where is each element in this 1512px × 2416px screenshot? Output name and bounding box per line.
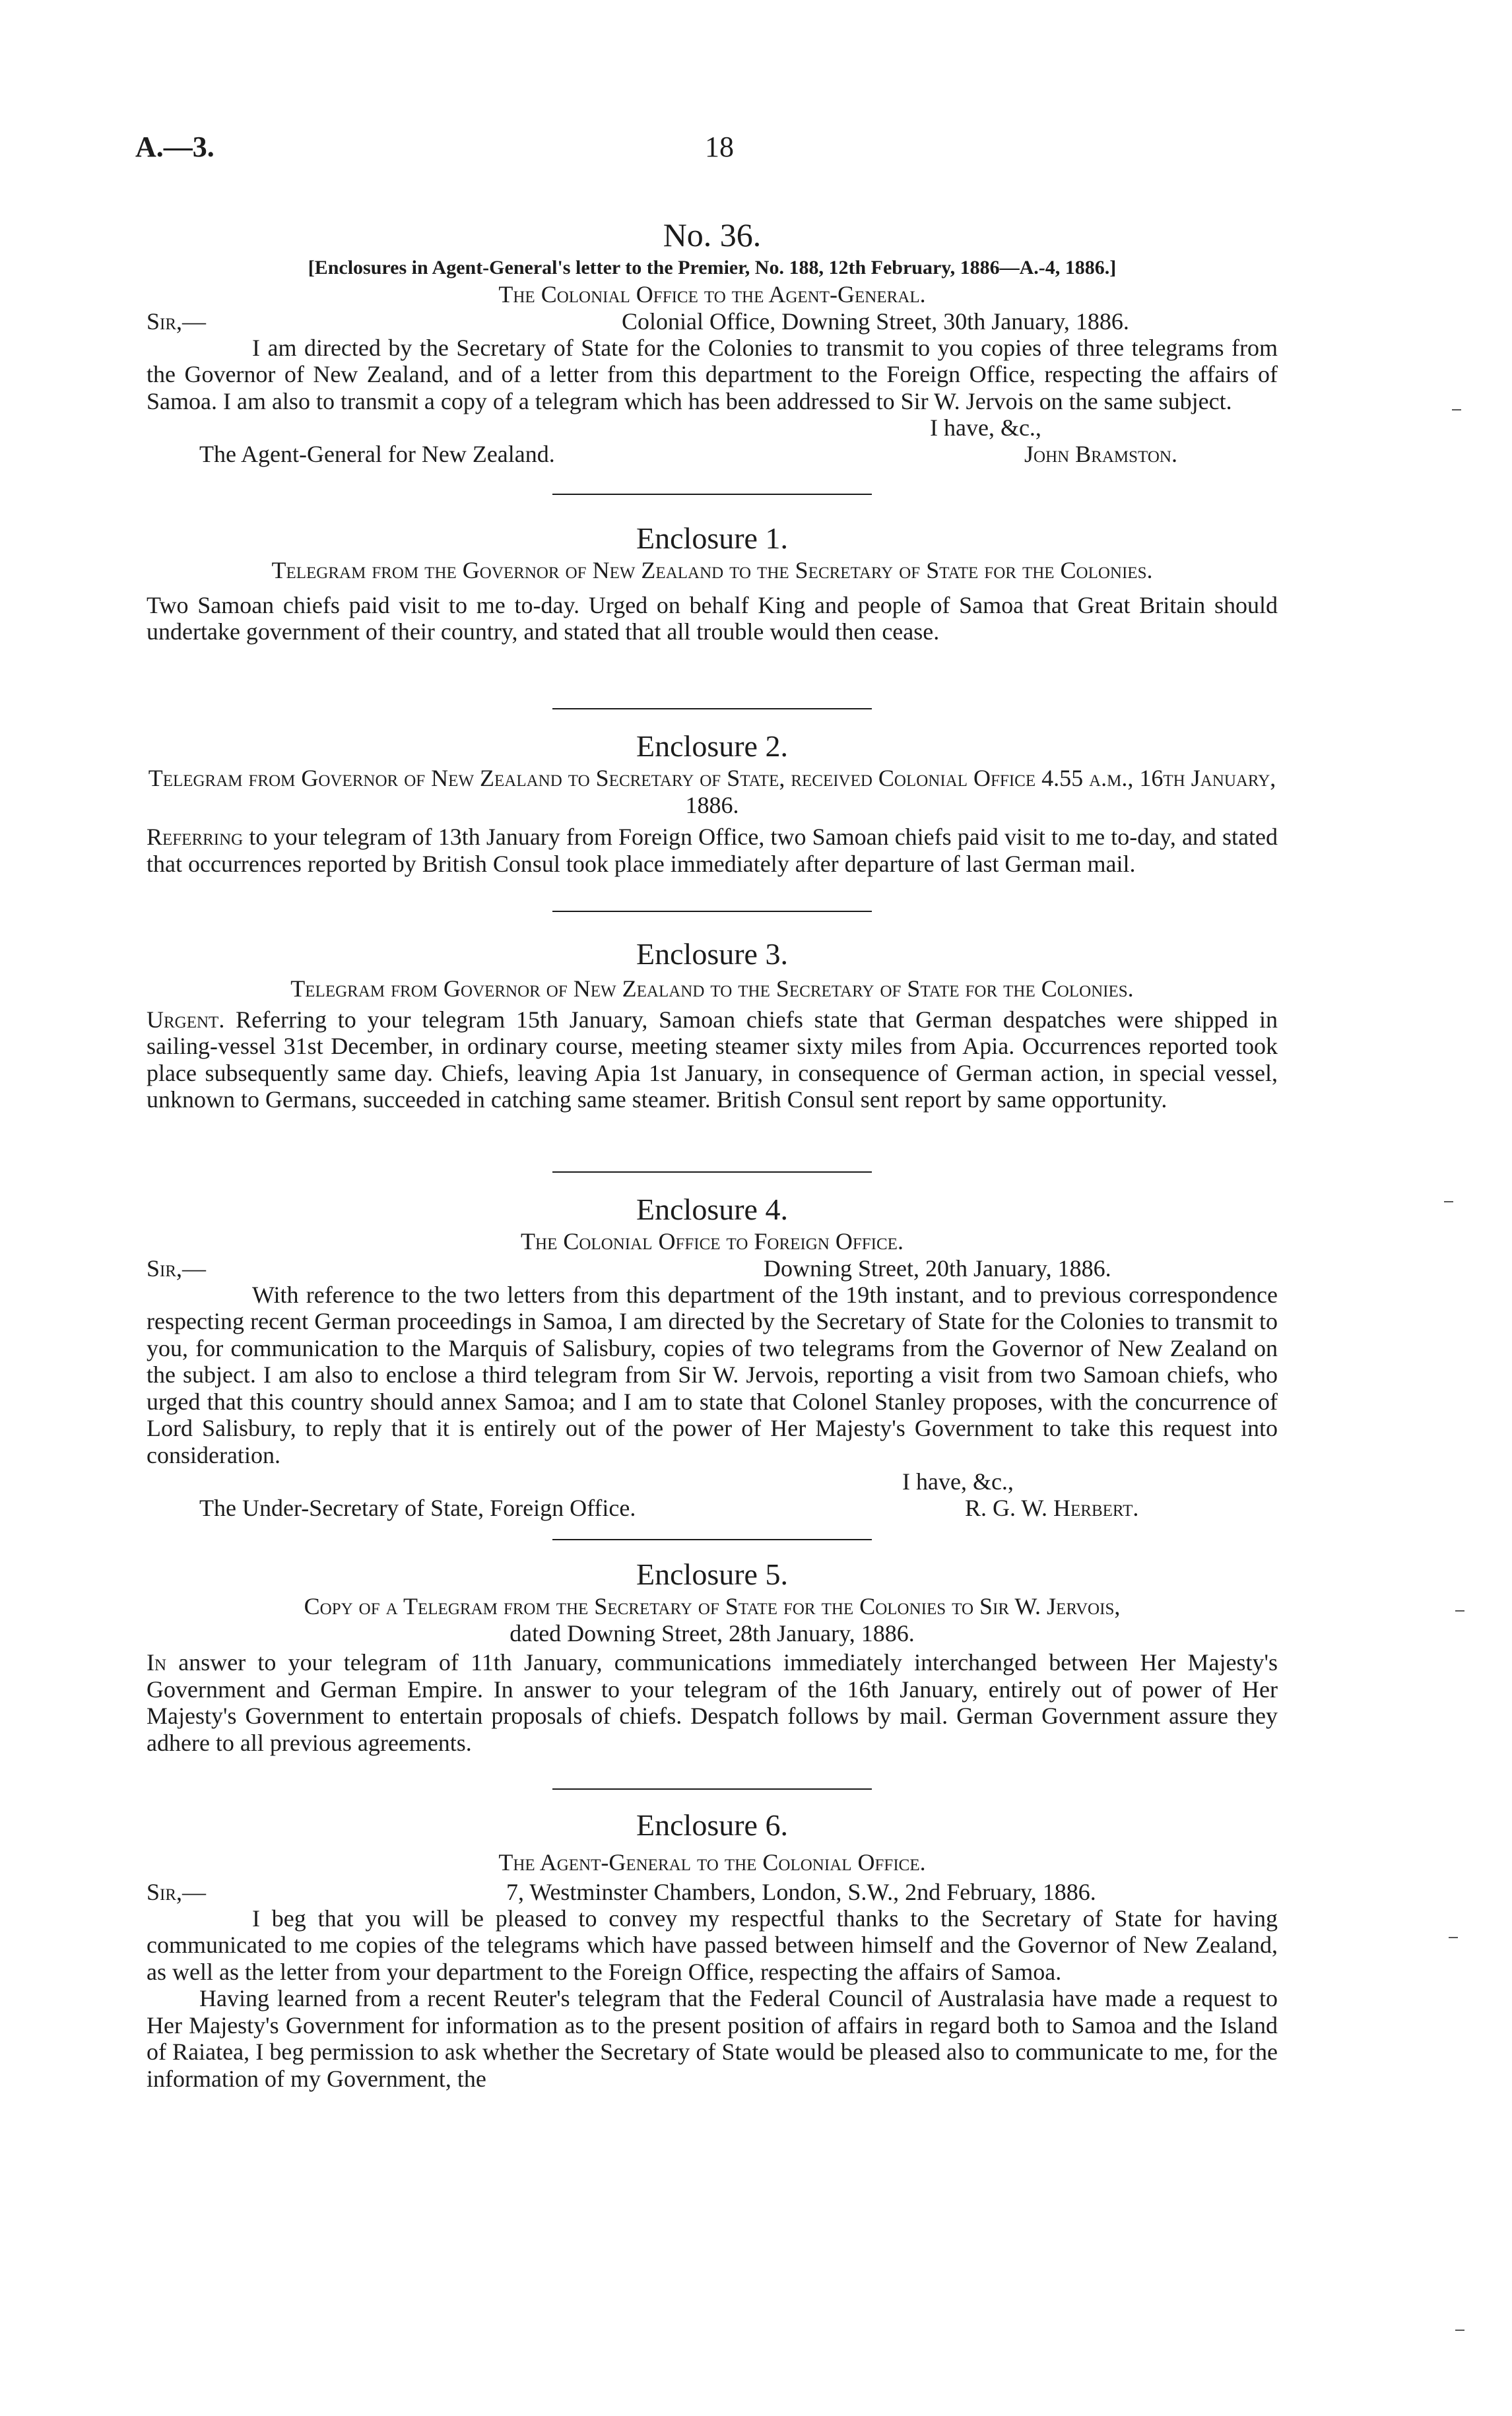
salutation: Sir,— xyxy=(147,308,207,335)
divider-2 xyxy=(147,708,1278,709)
paragraph-2: Having learned from a recent Reuter's telegram that the Federal Council of Australasia have made a request to Her Majesty's Government for information as to the present position of affairs in regard both to Samoa and the Island of Raiatea, I beg permission to ask whether the Secretary of State would be pleased also to communicate to me, for the information of my Government, the xyxy=(147,1985,1278,2092)
page-number: 18 xyxy=(705,131,734,163)
place-date: 7, Westminster Chambers, London, S.W., 2nd February, 1886. xyxy=(506,1878,1096,1905)
enclosure-heading-line2: dated Downing Street, 28th January, 1886. xyxy=(509,1619,915,1647)
letter-no-36 xyxy=(147,156,1278,467)
signature: John Bramston. xyxy=(1024,441,1177,467)
salutation-row xyxy=(147,1879,1278,1905)
divider-3 xyxy=(147,911,1278,912)
enclosure-note: [Enclosures in Agent-General's letter to the Premier, No. 188, 12th February, 1886—A.-4, 1886.] xyxy=(308,257,1117,278)
divider-6 xyxy=(147,1788,1278,1790)
enclosure-title: Enclosure 2. xyxy=(636,729,788,763)
enclosure-title: Enclosure 5. xyxy=(636,1557,788,1591)
enclosure-4 xyxy=(147,1191,1278,1521)
enclosure-heading: Telegram from the Governor of New Zealand to the Secretary of State for the Colonies. xyxy=(271,557,1153,583)
margin-mark xyxy=(1452,409,1461,410)
enclosure-body: Two Samoan chiefs paid visit to me to-day. Urged on behalf King and people of Samoa that Great Britain should undertake government of their country, and stated that all trouble would then cease. xyxy=(147,591,1278,645)
enclosure-3 xyxy=(147,936,1278,1113)
place-date: Downing Street, 20th January, 1886. xyxy=(764,1255,1111,1282)
document-reference: A.—3. xyxy=(135,131,214,163)
enclosure-body: Referring to your telegram 15th January, Samoan chiefs state that German despatches were shipped in sailing-vessel 31st December, in ordinary course, meeting steamer sixty miles from Apia. Occurrences reported took place subsequently same day. Chiefs, leaving Apia 1st January, in consequence of German action, in special vessel, unknown to Germans, succeeded in catching same steamer. British Consul sent report by same opportunity. xyxy=(147,1006,1278,1113)
letter-number: No. 36. xyxy=(663,216,762,253)
salutation-row xyxy=(147,1255,1278,1282)
enclosure-heading: Telegram from Governor of New Zealand to the Secretary of State for the Colonies. xyxy=(290,975,1134,1002)
enclosure-body: With reference to the two letters from this department of the 19th instant, and to previous correspondence respecting recent German proceedings in Samoa, I am directed by the Secretary of State for the Colonies to transmit to you, for communication to the Marquis of Salisbury, copies of two telegrams from the Governor of New Zealand on the subject. I am also to enclose a third telegram from Sir W. Jervois, reporting a visit from two Samoan chiefs, who urged that this country should annex Samoa; and I am to state that Colonel Stanley proposes, with the concurrence of Lord Salisbury, to reply that it is entirely out of the power of Her Majesty's Government to take this request into consideration. xyxy=(147,1281,1278,1468)
enclosure-2 xyxy=(147,728,1278,877)
margin-mark xyxy=(1449,1937,1458,1938)
enclosure-lead: Referring xyxy=(147,824,244,850)
enclosure-lead: In xyxy=(147,1649,167,1676)
margin-mark xyxy=(1444,1201,1453,1202)
addressee: The Under-Secretary of State, Foreign Office. xyxy=(199,1495,636,1521)
margin-mark xyxy=(1455,2330,1464,2331)
closing: I have, &c., xyxy=(930,414,1041,441)
salutation-row xyxy=(147,308,1278,335)
addressee-row xyxy=(147,1495,1278,1521)
signature: R. G. W. Herbert. xyxy=(965,1495,1139,1521)
enclosure-title: Enclosure 4. xyxy=(636,1192,788,1226)
letter-body: I am directed by the Secretary of State for the Colonies to transmit to you copies of three telegrams from the Governor of New Zealand, and of a letter from this department to the Foreign Office, respecting the affairs of Samoa. I am also to transmit a copy of a telegram which has been addressed to Sir W. Jervois on the same subject. xyxy=(147,334,1278,414)
enclosure-title: Enclosure 3. xyxy=(636,937,788,971)
divider-1 xyxy=(147,494,1278,495)
salutation: Sir,— xyxy=(147,1255,207,1282)
margin-mark xyxy=(1455,1610,1464,1612)
letter-heading: The Colonial Office to the Agent-General. xyxy=(498,281,926,308)
divider-4 xyxy=(147,1171,1278,1173)
enclosure-heading: The Agent-General to the Colonial Office. xyxy=(498,1849,926,1876)
enclosure-heading: Telegram from Governor of New Zealand to Secretary of State, received Colonial Office 4.55 a.m., 16th January, 1886. xyxy=(148,765,1276,818)
place-date: Colonial Office, Downing Street, 30th January, 1886. xyxy=(622,308,1129,335)
closing-row xyxy=(147,414,1278,441)
closing: I have, &c., xyxy=(902,1468,1014,1495)
divider-5 xyxy=(147,1539,1278,1540)
enclosure-body: answer to your telegram of 11th January, communications immediately interchanged between Her Majesty's Government and German Empire. In answer to your telegram of the 16th January, entirely out of power of Her Majesty's Government to entertain proposals of chiefs. Despatch follows by mail. German Government assure they adhere to all previous agreements. xyxy=(147,1649,1278,1756)
enclosure-title: Enclosure 1. xyxy=(636,521,788,555)
addressee-row xyxy=(147,441,1278,467)
enclosure-lead: Urgent. xyxy=(147,1006,225,1033)
enclosure-6 xyxy=(147,1807,1278,2092)
enclosure-5 xyxy=(147,1556,1278,1756)
closing-row xyxy=(147,1468,1278,1495)
enclosure-1 xyxy=(147,520,1278,645)
enclosure-heading-line1: Copy of a Telegram from the Secretary of State for the Colonies to Sir W. Jervois, xyxy=(304,1593,1121,1619)
addressee: The Agent-General for New Zealand. xyxy=(199,441,555,467)
enclosure-heading: The Colonial Office to Foreign Office. xyxy=(521,1228,904,1255)
enclosure-body: to your telegram of 13th January from Foreign Office, two Samoan chiefs paid visit to me to-day, and stated that occurrences reported by British Consul took place immediately after departure of last German mail. xyxy=(147,824,1278,877)
salutation: Sir,— xyxy=(147,1878,207,1905)
enclosure-title: Enclosure 6. xyxy=(636,1808,788,1842)
paragraph-1: I beg that you will be pleased to convey my respectful thanks to the Secretary of State for having communicated to me copies of the telegrams which have passed between himself and the Governor of New Zealand, as well as the letter from your department to the Foreign Office, respecting the affairs of Samoa. xyxy=(147,1905,1278,1985)
